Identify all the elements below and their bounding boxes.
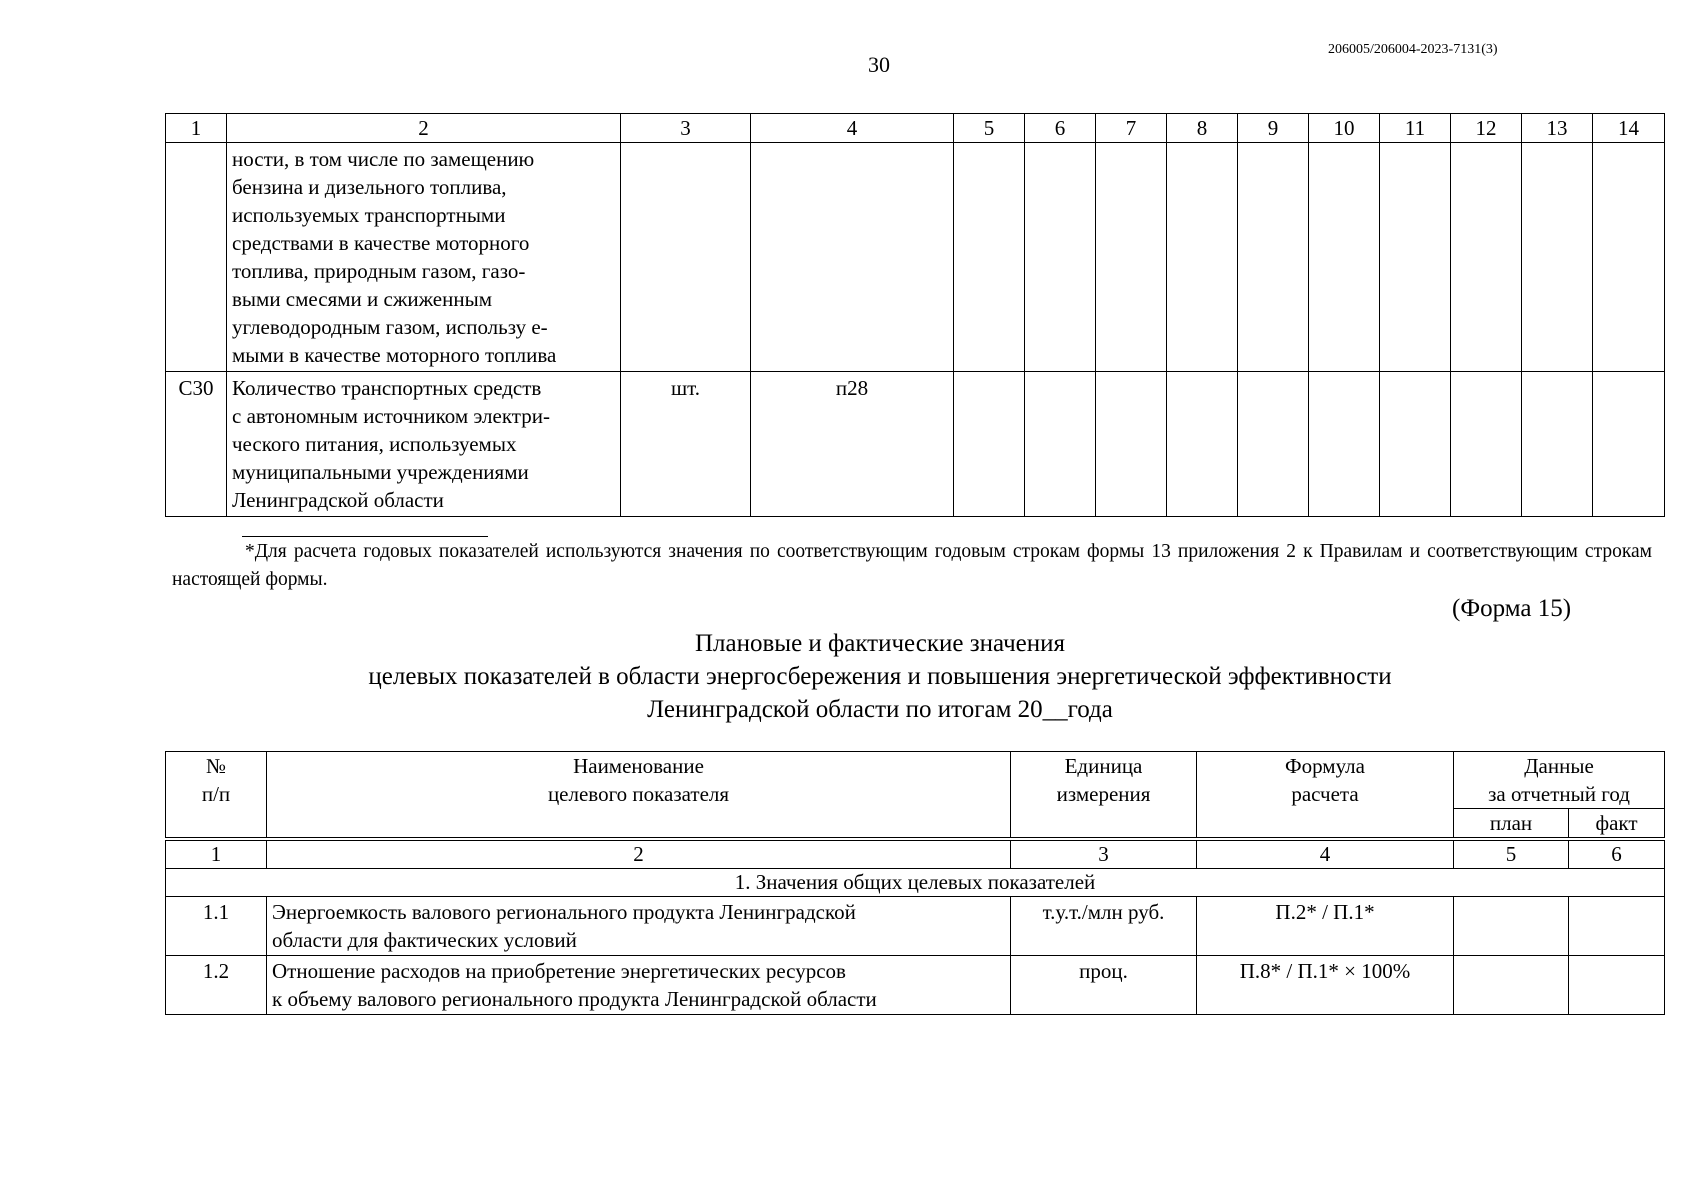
header-fact: факт [1569, 809, 1665, 840]
column-header: 3 [621, 114, 751, 143]
unit-cell: т.у.т./млн руб. [1011, 897, 1197, 956]
column-header: 1 [166, 114, 227, 143]
value-cell [1522, 143, 1593, 372]
unit-cell: проц. [1011, 956, 1197, 1015]
description-line: топлива, природным газом, газо- [232, 259, 526, 283]
value-cell [1238, 143, 1309, 372]
formula-cell [751, 143, 954, 372]
column-header: 12 [1451, 114, 1522, 143]
description-line: бензина и дизельного топлива, [232, 175, 507, 199]
name-line: Отношение расходов на приобретение энергетических ресурсов [272, 959, 846, 983]
description-line: выми смесями и сжиженным [232, 287, 492, 311]
form-title [165, 627, 1595, 726]
description-line: Ленинградской области [232, 488, 444, 512]
header-line: № [205, 754, 227, 778]
header-name [267, 752, 1011, 840]
row-name [267, 897, 1011, 956]
column-header: 6 [1025, 114, 1096, 143]
header-plan: план [1454, 809, 1569, 840]
value-cell [1025, 143, 1096, 372]
table-row [166, 372, 1665, 517]
value-cell [1522, 372, 1593, 517]
column-header: 9 [1238, 114, 1309, 143]
header-line: целевого показателя [547, 782, 730, 806]
row-number: 1.1 [166, 897, 267, 956]
value-cell [1451, 372, 1522, 517]
description-line: ческого питания, используемых [232, 432, 517, 456]
column-number: 3 [1011, 839, 1197, 869]
form-title-line: Ленинградской области по итогам 20__года [647, 696, 1113, 723]
value-cell [1593, 372, 1665, 517]
column-number: 6 [1569, 839, 1665, 869]
formula-cell: П.8* / П.1* × 100% [1197, 956, 1454, 1015]
header-row [166, 752, 1665, 809]
column-number-row [166, 114, 1665, 143]
table-row [166, 143, 1665, 372]
plan-cell [1454, 897, 1569, 956]
indicator-table-continued [165, 113, 1665, 517]
value-cell [1309, 143, 1380, 372]
description-line: используемых транспортными [232, 203, 506, 227]
page-number: 30 [868, 52, 890, 77]
table-row [166, 956, 1665, 1015]
section-row [166, 869, 1665, 897]
column-header: 13 [1522, 114, 1593, 143]
unit-cell: шт. [621, 372, 751, 517]
row-number: 1.2 [166, 956, 267, 1015]
column-header: 5 [954, 114, 1025, 143]
section-title: 1. Значения общих целевых показателей [166, 869, 1665, 897]
value-cell [1096, 143, 1167, 372]
description-line: средствами в качестве моторного [232, 231, 530, 255]
header-line: Данные [1524, 754, 1594, 778]
column-number-row [166, 839, 1665, 869]
unit-cell [621, 143, 751, 372]
row-description [227, 372, 621, 517]
footnote-divider [242, 536, 488, 537]
description-line: муниципальными учреждениями [232, 460, 529, 484]
row-name [267, 956, 1011, 1015]
value-cell [1380, 372, 1451, 517]
header-line: измерения [1056, 782, 1151, 806]
formula-cell: П.2* / П.1* [1197, 897, 1454, 956]
form-title-line: Плановые и фактические значения [694, 630, 1066, 657]
description-line: ности, в том числе по замещению [232, 147, 535, 171]
header-line: за отчетный год [1488, 782, 1630, 806]
form-title-line: целевых показателей в области энергосбережения и повышения энергетической эффективности [368, 663, 1392, 690]
column-header: 10 [1309, 114, 1380, 143]
fact-cell [1569, 956, 1665, 1015]
name-line: области для фактических условий [272, 928, 577, 952]
description-line: с автономным источником электри- [232, 404, 550, 428]
name-line: к объему валового регионального продукта Ленинградской области [272, 987, 877, 1011]
header-line: расчета [1291, 782, 1359, 806]
column-header: 14 [1593, 114, 1665, 143]
column-header: 7 [1096, 114, 1167, 143]
target-indicators-table [165, 751, 1665, 1015]
value-cell [1380, 143, 1451, 372]
value-cell [1593, 143, 1665, 372]
description-line: мыми в качестве моторного топлива [232, 343, 557, 367]
header-line: Наименование [573, 754, 704, 778]
value-cell [1167, 372, 1238, 517]
header-line: Единица [1064, 754, 1143, 778]
header-data [1454, 752, 1665, 809]
column-header: 8 [1167, 114, 1238, 143]
row-description [227, 143, 621, 372]
value-cell [1451, 143, 1522, 372]
name-line: Энергоемкость валового регионального продукта Ленинградской [272, 900, 856, 924]
row-number: С30 [166, 372, 227, 517]
description-line: углеводородным газом, использу е- [232, 315, 548, 339]
value-cell [1309, 372, 1380, 517]
column-number: 5 [1454, 839, 1569, 869]
plan-cell [1454, 956, 1569, 1015]
value-cell [1167, 143, 1238, 372]
value-cell [1096, 372, 1167, 517]
column-number: 1 [166, 839, 267, 869]
column-number: 2 [267, 839, 1011, 869]
table-row [166, 897, 1665, 956]
header-formula [1197, 752, 1454, 840]
footnote: *Для расчета годовых показателей используются значения по соответствующим годовым строкам формы 13 приложения 2 к Правилам и соответствующим строкам настоящей формы. [172, 541, 1652, 590]
form-label: (Форма 15) [1452, 595, 1572, 622]
row-number [166, 143, 227, 372]
header-line: п/п [201, 782, 231, 806]
column-header: 11 [1380, 114, 1451, 143]
formula-cell: п28 [751, 372, 954, 517]
column-header: 4 [751, 114, 954, 143]
value-cell [1025, 372, 1096, 517]
value-cell [1238, 372, 1309, 517]
header-unit [1011, 752, 1197, 840]
fact-cell [1569, 897, 1665, 956]
document-id: 206005/206004-2023-7131(3) [1328, 42, 1498, 57]
header-line: Формула [1285, 754, 1365, 778]
value-cell [954, 143, 1025, 372]
column-header: 2 [227, 114, 621, 143]
value-cell [954, 372, 1025, 517]
header-number [166, 752, 267, 840]
description-line: Количество транспортных средств [232, 376, 542, 400]
column-number: 4 [1197, 839, 1454, 869]
